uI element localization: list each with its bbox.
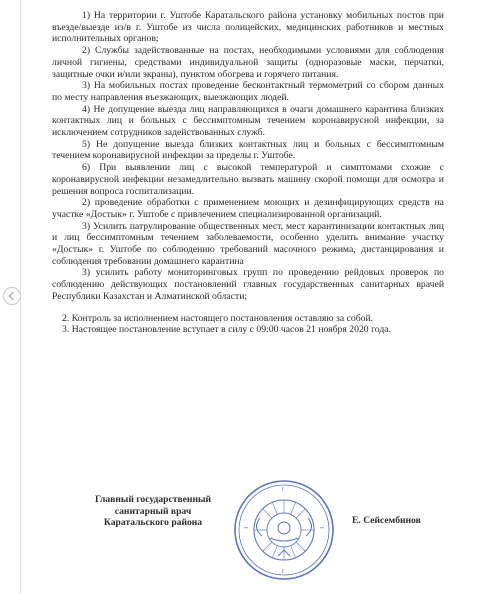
signatory-title-line-3: Каратальского района [103,517,203,529]
signatory-title [78,494,228,529]
paragraph-5: 5) Не допущение выезда близких контактных лиц и больных с бессимптомным течением коронавирусной инфекции за пределы г. Уштобе. [52,138,444,162]
signatory-name: Е. Сейсембинов [352,515,421,526]
signature-block [60,486,440,586]
paragraph-9: 3) усилить работу мониторинговых групп по проведению рейдовых проверок по соблюдению действующих постановлений главных государственных санитарных врачей Республики Казахстан и Алматинской области; [52,267,444,302]
closing-item-2: 2. Контроль за исполнением настоящего постановления оставляю за собой. [62,312,374,324]
signatory-title-line-1: Главный государственный [94,494,212,505]
paragraph-8: 3) Усилить патрулирование общественных мест, мест карантинизации контактных лиц и лиц бессимптомным течением заболеваемости, особенно уделить внимание участку «Достык» г. Уштобе по соблюдению требований масочного режима, дистанцирования и соблюдения требовании домашнего карантина [52,220,444,267]
official-stamp-icon [232,478,336,582]
paragraph-1: 1) На территории г. Уштобе Каратальского района установку мобильных постов при въезде/выезде из/в г. Уштобе из числа полицейских, медицинских работников и местных исполнительных органов; [52,10,444,45]
paragraph-7: 2) проведение обработки с применением моющих и дезинфицирующих средств на участке «Достык» г. Уштобе с привлечением специализированной организаций. [52,197,444,220]
signatory-title-line-2: санитарный врач [114,505,192,517]
closing-item-3: 3. Настоящее постановление вступает в силу с 09:00 часов 21 ноября 2020 года. [62,324,392,336]
paragraph-3: 3) На мобильных постах проведение бесконтактный термометрий со сбором данных по месту направления въезжающих, выезжающих людей. [52,80,444,103]
paragraph-4: 4) Не допущение выезда лиц направляющихся в очаги домашнего карантина близких контактных лиц и больных с бессимптомным течением коронавирусной инфекции, за исключением сотрудников задействованных служб. [52,103,444,139]
document-body [52,10,444,336]
chevron-left-icon[interactable] [3,287,21,305]
paragraph-2: 2) Службы задействованные на постах, необходимыми условиями для соблюдения личной гигиены, средствами индивидуальной защиты (одноразовые маски, перчатки, защитные очки и/или экраны), пунктом обогрева и горячего питания. [52,45,444,80]
paragraph-6: 6) При выявлении лиц с высокой температурой и симптомами схожие с коронавирусной инфекции незамедлительно вызвать машину скорой помощи для осмотра и решения вопроса госпитализации. [52,162,444,197]
